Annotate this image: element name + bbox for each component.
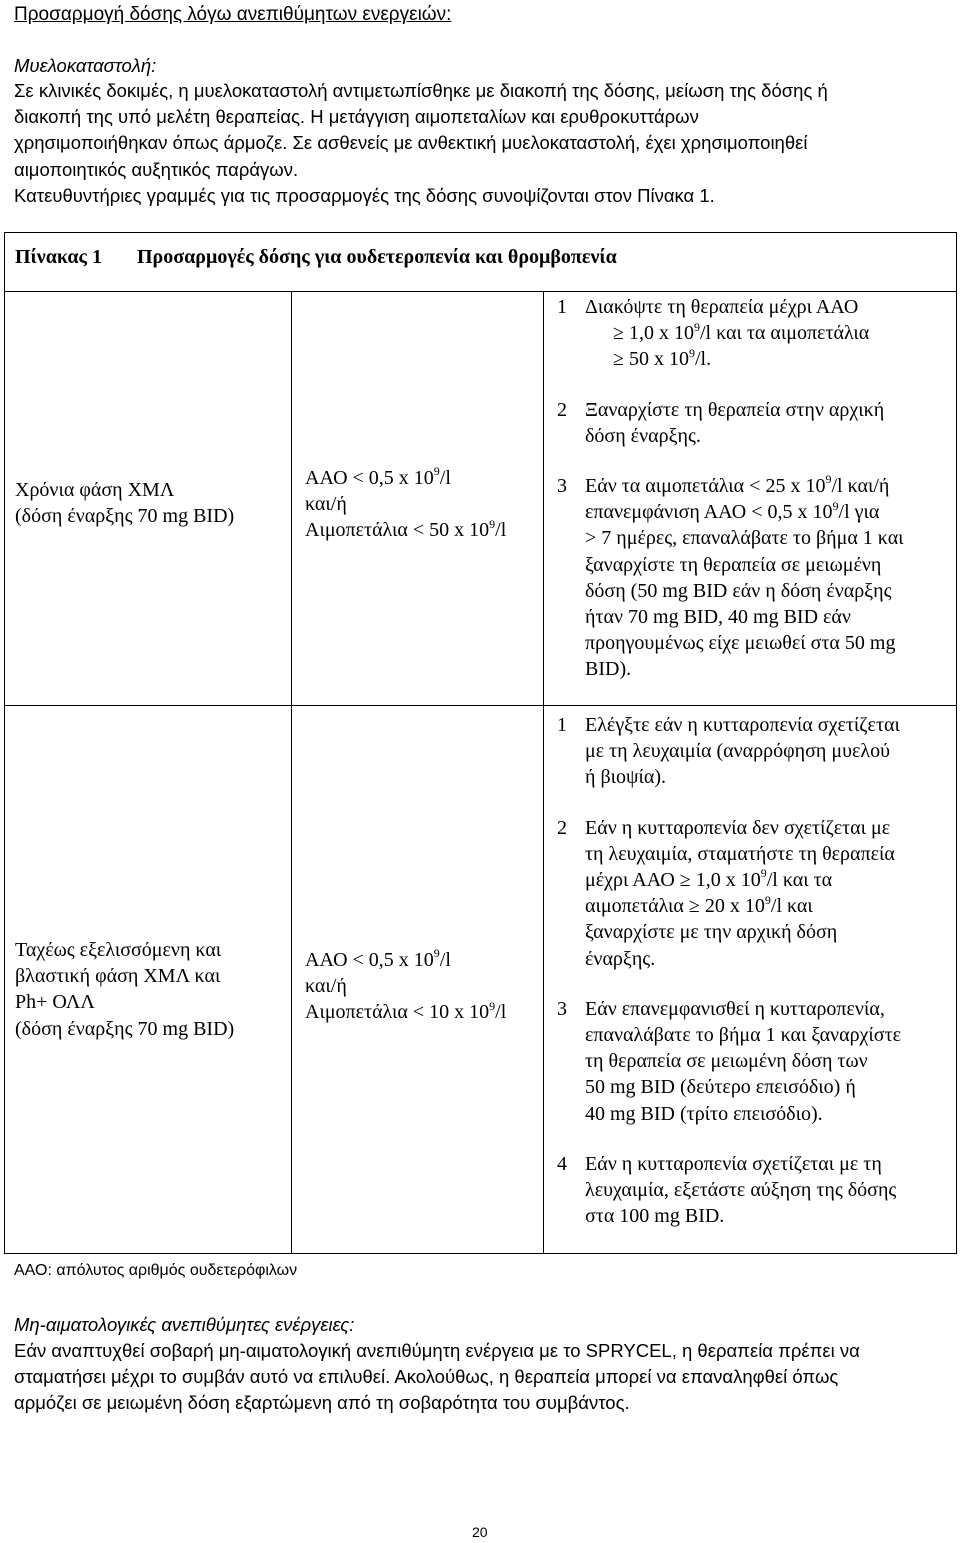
- criteria-line: και/ή: [305, 493, 347, 516]
- step-line: ≥ 1,0 x $10^9/l$ και τα αιμοπετάλια: [613, 319, 870, 345]
- paragraph-line: χρησιμοποιήθηκαν όπως άρμοζε. Σε ασθενείς με ανθεκτική μυελοκαταστολή, έχει χρησιμοποιηθεί: [14, 132, 808, 154]
- step-line: BID).: [585, 658, 632, 681]
- table-row-2-actions: [557, 712, 901, 1229]
- step-line: ξαναρχίστε με την αρχική δόση: [585, 921, 838, 944]
- nonhematologic-title: Μη-αιματολογικές ανεπιθύμητες ενέργειες:: [14, 1314, 355, 1335]
- criteria-line: και/ή: [305, 975, 347, 998]
- table-row-1-actions: [557, 294, 904, 683]
- phase-line: Χρόνια φάση ΧΜΛ: [15, 479, 175, 501]
- phase-line: (δόση έναρξης 70 mg BID): [15, 1017, 235, 1040]
- action-step: [557, 397, 904, 449]
- step-line: Εάν επανεμφανισθεί η κυτταροπενία,: [585, 997, 885, 1020]
- paragraph-line: σταματήσει μέχρι το συμβάν αυτό να επιλυθεί. Ακολούθως, η θεραπεία μπορεί να επαναληφθεί όπως: [14, 1366, 839, 1388]
- myelosuppression-paragraph: [14, 78, 952, 209]
- action-step: [557, 996, 901, 1127]
- step-line: προηγουμένως είχε μειωθεί στα 50 mg: [585, 632, 896, 655]
- step-line: δόση (50 mg BID εάν η δόση έναρξης: [585, 579, 892, 602]
- step-line: λευχαιμία, εξετάστε αύξηση της δόσης: [585, 1179, 897, 1202]
- step-line: > 7 ημέρες, επαναλάβατε το βήμα 1 και: [585, 527, 904, 550]
- table-number: Πίνακας 1: [15, 246, 102, 268]
- phase-line: Ph+ ΟΛΛ: [15, 991, 95, 1014]
- action-step: [557, 294, 904, 373]
- paragraph-line: Σε κλινικές δοκιμές, η μυελοκαταστολή αντιμετωπίσθηκε με διακοπή της δόσης, μείωση της δόσης ή: [14, 80, 828, 101]
- step-line: ή βιοψία).: [585, 766, 667, 789]
- phase-line: βλαστική φάση ΧΜΛ και: [15, 965, 221, 988]
- step-line: ήταν 70 mg BID, 40 mg BID εάν: [585, 606, 851, 629]
- criteria-line: Αιμοπετάλια < 10 x $10^9/l$: [305, 998, 507, 1024]
- step-number: 4: [557, 1152, 567, 1175]
- step-line: έναρξης.: [585, 947, 656, 970]
- step-line: Ελέγξτε εάν η κυτταροπενία σχετίζεται: [585, 714, 900, 736]
- step-line: Διακόψτε τη θεραπεία μέχρι ΑΑΟ: [585, 296, 859, 318]
- table-footnote: ΑΑΟ: απόλυτος αριθμός ουδετερόφιλων: [14, 1262, 298, 1279]
- step-line: 50 mg BID (δεύτερο επεισόδιο) ή: [585, 1076, 856, 1099]
- step-line: ξαναρχίστε τη θεραπεία σε μειωμένη: [585, 553, 882, 576]
- paragraph-line: Εάν αναπτυχθεί σοβαρή μη-αιματολογική ανεπιθύμητη ενέργεια με το SPRYCEL, η θεραπεία πρέπει να: [14, 1340, 860, 1361]
- paragraph-line: αιμοποιητικός αυξητικός παράγων.: [14, 158, 299, 180]
- criteria-line: ΑΑΟ < 0,5 x $10^9/l$: [305, 464, 451, 489]
- table-divider: [5, 705, 956, 706]
- paragraph-line: αρμόζει σε μειωμένη δόση εξαρτώμενη από τη σοβαρότητα του συμβάντος.: [14, 1392, 630, 1414]
- step-number: 2: [557, 816, 567, 839]
- step-number: 1: [557, 296, 567, 318]
- paragraph-line: διακοπή της υπό μελέτη θεραπείας. Η μετάγγιση αιμοπεταλίων και ερυθροκυττάρων: [14, 106, 699, 128]
- step-line: με τη λευχαιμία (αναρρόφηση μυελού: [585, 740, 890, 763]
- step-line: Εάν η κυτταροπενία σχετίζεται με τη: [585, 1152, 882, 1175]
- step-line: Ξαναρχίστε τη θεραπεία στην αρχική: [585, 398, 885, 421]
- paragraph-line: Κατευθυντήριες γραμμές για τις προσαρμογές της δόσης συνοψίζονται στον Πίνακα 1.: [14, 184, 715, 206]
- step-line: επανεμφάνιση ΑΑΟ < 0,5 x $10^9/l$ για: [585, 498, 880, 524]
- table-column-divider: [543, 291, 544, 1253]
- step-line: δόση έναρξης.: [585, 424, 701, 447]
- step-number: 3: [557, 997, 567, 1020]
- step-line: τη λευχαιμία, σταματήστε τη θεραπεία: [585, 842, 895, 865]
- table-row-1-criteria: [305, 465, 506, 544]
- dose-adjustment-table: [4, 232, 957, 1254]
- step-number: 3: [557, 475, 567, 498]
- table-title: Προσαρμογές δόσης για ουδετεροπενία και θρομβοπενία: [137, 246, 617, 268]
- phase-line: Ταχέως εξελισσόμενη και: [15, 939, 222, 961]
- phase-line: (δόση έναρξης 70 mg BID): [15, 505, 235, 528]
- step-line: Εάν η κυτταροπενία δεν σχετίζεται με: [585, 816, 891, 839]
- table-divider: [5, 291, 956, 292]
- action-step: [557, 473, 904, 683]
- nonhematologic-paragraph: [14, 1338, 952, 1417]
- step-line: ≥ 50 x $10^9/l$.: [613, 345, 712, 371]
- step-line: αιμοπετάλια ≥ 20 x $10^9/l$ και: [585, 892, 813, 918]
- step-line: στα 100 mg BID.: [585, 1205, 725, 1228]
- criteria-line: Αιμοπετάλια < 50 x $10^9/l$: [305, 516, 507, 542]
- step-line: Εάν τα αιμοπετάλια < 25 x $10^9/l$ και/ή: [585, 472, 890, 498]
- action-step: [557, 1151, 901, 1230]
- myelosuppression-title: Μυελοκαταστολή:: [14, 55, 157, 76]
- table-row-2-criteria: [305, 947, 506, 1026]
- criteria-line: ΑΑΟ < 0,5 x $10^9/l$: [305, 946, 451, 971]
- section-heading: Προσαρμογή δόσης λόγω ανεπιθύμητων ενεργειών:: [14, 4, 452, 25]
- table-caption: [15, 246, 617, 269]
- step-line: τη θεραπεία σε μειωμένη δόση των: [585, 1050, 868, 1073]
- table-column-divider: [291, 291, 292, 1253]
- step-line: 40 mg BID (τρίτο επεισόδιο).: [585, 1102, 823, 1125]
- page-number: 20: [472, 1524, 488, 1540]
- table-row-2-phase: [15, 937, 234, 1042]
- step-line: μέχρι ΑΑΟ ≥ 1,0 x $10^9/l$ και τα: [585, 866, 833, 892]
- step-line: επαναλάβατε το βήμα 1 και ξαναρχίστε: [585, 1024, 902, 1047]
- action-step: [557, 712, 901, 791]
- step-number: 1: [557, 714, 567, 736]
- table-row-1-phase: [15, 477, 234, 529]
- action-step: [557, 815, 901, 972]
- step-number: 2: [557, 398, 567, 421]
